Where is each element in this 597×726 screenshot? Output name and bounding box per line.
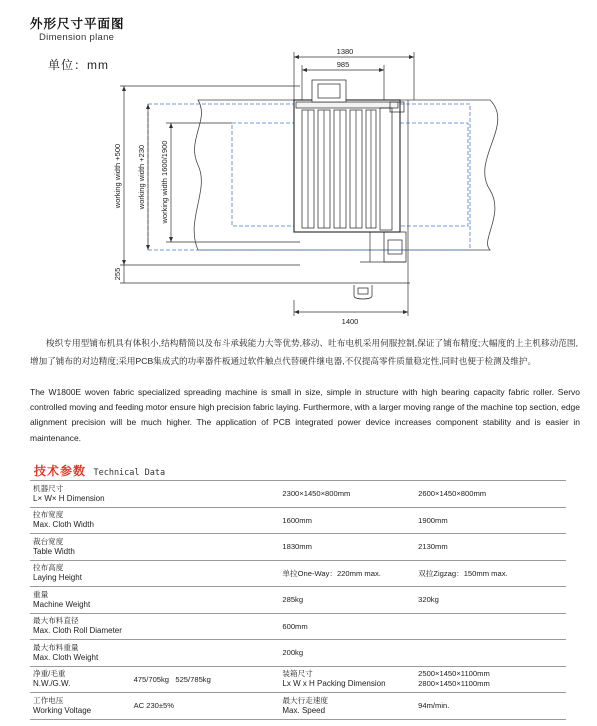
dim-label-ww500: working width +500 [113,143,122,209]
spec-label-cn: 最大行走速度 [282,695,328,705]
spec-value: 475/705kg 525/785kg [131,666,280,693]
spec-label-cn: 机器尺寸 [33,483,64,493]
spec-value: 单拉One-Way：220mm max. [279,560,415,587]
spec-label-cn: 装箱尺寸 [282,669,313,679]
spec-value: 2300×1450×800mm [279,481,415,508]
spec-label-cn: 裁台宽度 [33,536,64,546]
spec-value [415,613,566,640]
spec-label-en: Laying Height [33,573,82,583]
dim-label-255: 255 [113,267,122,281]
spec-value: 94m/min. [415,693,566,720]
spec-row [30,507,566,534]
tech-title-en: Technical Data [93,468,166,478]
spec-value: 285kg [279,587,415,614]
spec-value: 200kg [279,640,415,667]
spec-value: 1830mm [279,534,415,561]
spec-label-cn: 拉布高度 [33,563,64,573]
spec-label-en: Table Width [33,546,75,556]
spec-label-cn: 最大布料重量 [33,642,79,652]
spec-value: 2600×1450×800mm [415,481,566,508]
spec-row [30,481,566,508]
spec-value: 2130mm [415,534,566,561]
spec-table [30,480,566,720]
spec-value: 双拉Zigzag：150mm max. [415,560,566,587]
spec-value: 320kg [415,587,566,614]
description-cn: 梭织专用型铺布机具有体积小,结构精简以及布斗承载能力大等优势,移动、吐布电机采用伺服控制,保证了铺布精度;大幅度的上主机移动范围,增加了铺布的对边精度;采用PCB集成式的功率器件板通过软件触点代替硬件继电器,不仅提高零件质量稳定性,同时也便于检测及维护。 [30,338,578,366]
spec-label-cn: 拉布宽度 [33,510,64,520]
spec-label-cn: 最大布料直径 [33,616,79,626]
dim-label-ww1600: working width 1600/1900 [160,140,169,224]
tech-title-cn: 技术参数 [34,464,87,478]
spec-value [415,640,566,667]
spec-row [30,693,566,720]
spec-value: AC 230±5% [131,693,280,720]
unit-label: 单位：mm [48,58,109,72]
page-title: 外形尺寸平面图 [30,17,125,31]
dim-label-1400: 1400 [341,317,359,326]
spec-label-en: Lx W x H Packing Dimension [282,679,386,689]
spec-row [30,613,566,640]
spec-label-cn: 重量 [33,589,49,599]
spec-label-en: L× W× H Dimension [33,493,105,503]
spec-label-en: Max. Cloth Width [33,520,94,530]
spec-label-cn: 净重/毛重 [33,669,66,679]
spec-label-en: Working Voltage [33,705,92,715]
tech-data-heading [34,462,165,480]
spec-value: 600mm [279,613,415,640]
spec-row [30,560,566,587]
spec-value: 2500×1450×1100mm [418,669,490,679]
spec-label-cn: 工作电压 [33,695,64,705]
description-en: The W1800E woven fabric specialized spreading machine is small in size, simple in structure with high bearing capacity fabric roller. Servo controlled moving and feeding motor ensure high precision fabric laying. Furthermore, with a larger moving range of the machine top section, edge alignment precision will be much higher. The application of PCB integrated power device increases component stability and is easier in maintenance. [30,387,580,443]
spec-value: 1900mm [415,507,566,534]
spec-label-en: Machine Weight [33,599,91,609]
spec-row [30,640,566,667]
dim-label-985: 985 [336,60,350,69]
dim-label-1380: 1380 [336,47,354,56]
spec-label-en: Max. Cloth Weight [33,652,99,662]
page-subtitle: Dimension plane [39,32,115,43]
spec-label-en: Max. Cloth Roll Diameter [33,626,122,636]
spec-label-en: Max. Speed [282,705,326,715]
spec-label-en: N.W./G.W. [33,679,71,689]
spec-row [30,666,566,693]
spec-row [30,587,566,614]
spec-row [30,534,566,561]
dim-label-ww230: working width +230 [137,144,146,210]
dimension-drawing [0,0,597,330]
spec-value: 2800×1450×1100mm [418,679,490,689]
spec-value: 1600mm [279,507,415,534]
